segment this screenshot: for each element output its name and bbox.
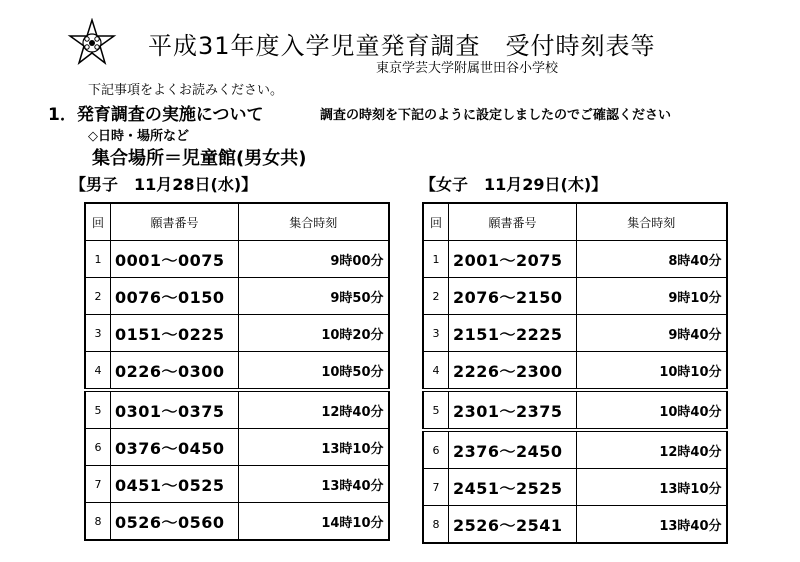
application-range: 0301～0375 (111, 390, 239, 429)
table-row (85, 278, 389, 315)
application-range: 0526～0560 (111, 503, 239, 541)
col-header-application-number: 願書番号 (111, 203, 239, 241)
round-number: 5 (423, 390, 449, 430)
round-number: 1 (85, 241, 111, 278)
round-number: 3 (423, 315, 449, 352)
table-row (423, 241, 727, 278)
application-range: 2076～2150 (449, 278, 577, 315)
round-number: 2 (423, 278, 449, 315)
boys-schedule-table (84, 202, 390, 541)
meeting-time: 10時20分 (239, 315, 389, 352)
school-name: 東京学芸大学附属世田谷小学校 (376, 61, 559, 76)
meeting-time: 8時40分 (577, 241, 727, 278)
meeting-time: 9時00分 (239, 241, 389, 278)
meeting-time: 14時10分 (239, 503, 389, 541)
meeting-time: 9時50分 (239, 278, 389, 315)
meeting-time: 10時10分 (577, 352, 727, 391)
meeting-time: 13時10分 (577, 469, 727, 506)
application-range: 0001～0075 (111, 241, 239, 278)
meeting-time: 12時40分 (577, 430, 727, 469)
meeting-time: 13時40分 (577, 506, 727, 544)
col-header-round: 回 (423, 203, 449, 241)
table-header-row (423, 203, 727, 241)
round-number: 7 (423, 469, 449, 506)
round-number: 2 (85, 278, 111, 315)
application-range: 0151～0225 (111, 315, 239, 352)
table-header-row (85, 203, 389, 241)
meeting-time: 10時40分 (577, 390, 727, 430)
meeting-time: 9時40分 (577, 315, 727, 352)
section-subheading: ◇日時・場所など (88, 129, 189, 144)
table-row (85, 503, 389, 541)
round-number: 3 (85, 315, 111, 352)
meeting-time: 13時10分 (239, 429, 389, 466)
application-range: 2451～2525 (449, 469, 577, 506)
application-range: 0226～0300 (111, 352, 239, 391)
meeting-time: 13時40分 (239, 466, 389, 503)
table-row (423, 352, 727, 391)
application-range: 2151～2225 (449, 315, 577, 352)
round-number: 4 (85, 352, 111, 391)
table-row (423, 390, 727, 430)
table-row (85, 352, 389, 391)
application-range: 0451～0525 (111, 466, 239, 503)
col-header-meeting-time: 集合時刻 (577, 203, 727, 241)
girls-date-heading: 【女子 11月29日(木)】 (420, 175, 608, 194)
application-range: 2376～2450 (449, 430, 577, 469)
meeting-place: 集合場所＝児童館(男女共) (92, 148, 307, 169)
application-range: 2301～2375 (449, 390, 577, 430)
intro-text: 下記事項をよくお読みください。 (88, 83, 284, 98)
meeting-time: 9時10分 (577, 278, 727, 315)
table-row (423, 469, 727, 506)
meeting-time: 12時40分 (239, 390, 389, 429)
section-heading: 1．発育調査の実施について (48, 105, 264, 125)
meeting-time: 10時50分 (239, 352, 389, 391)
table-row (85, 429, 389, 466)
col-header-meeting-time: 集合時刻 (239, 203, 389, 241)
girls-schedule-table (422, 202, 728, 544)
table-row (85, 390, 389, 429)
boys-date-heading: 【男子 11月28日(水)】 (70, 175, 258, 194)
table-row (423, 430, 727, 469)
application-range: 2226～2300 (449, 352, 577, 391)
round-number: 4 (423, 352, 449, 391)
round-number: 5 (85, 390, 111, 429)
page-title: 平成31年度入学児童発育調査 受付時刻表等 (148, 32, 656, 60)
col-header-round: 回 (85, 203, 111, 241)
round-number: 8 (85, 503, 111, 541)
table-row (423, 315, 727, 352)
col-header-application-number: 願書番号 (449, 203, 577, 241)
table-row (423, 506, 727, 544)
table-row (85, 241, 389, 278)
school-emblem-icon (66, 18, 118, 70)
application-range: 0076～0150 (111, 278, 239, 315)
table-row (85, 466, 389, 503)
table-row (85, 315, 389, 352)
application-range: 0376～0450 (111, 429, 239, 466)
table-row (423, 278, 727, 315)
section-note: 調査の時刻を下記のように設定しましたのでご確認ください (320, 108, 672, 123)
round-number: 6 (85, 429, 111, 466)
round-number: 1 (423, 241, 449, 278)
application-range: 2001～2075 (449, 241, 577, 278)
application-range: 2526～2541 (449, 506, 577, 544)
round-number: 8 (423, 506, 449, 544)
round-number: 7 (85, 466, 111, 503)
round-number: 6 (423, 430, 449, 469)
